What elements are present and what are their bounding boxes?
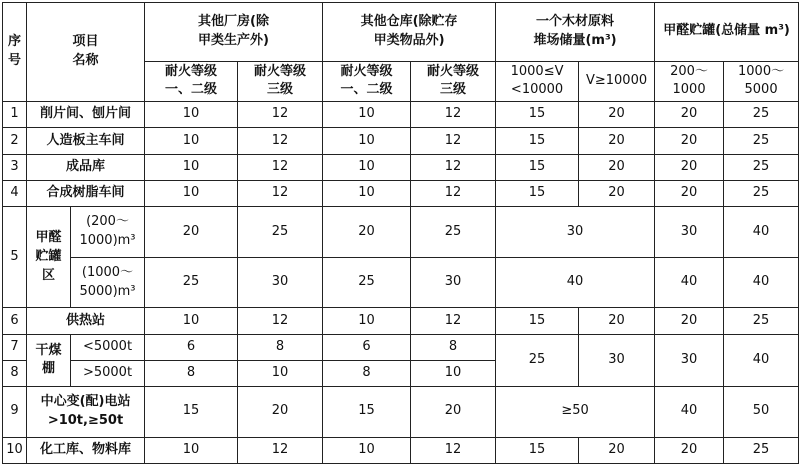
table-row: [3, 257, 799, 308]
cell: 15: [496, 308, 579, 334]
cell: 30: [238, 257, 323, 308]
cell: 15: [496, 128, 579, 154]
header-warehouse-fire-1-2: 耐火等级 一、二级: [323, 61, 411, 101]
row-name: 成品库: [27, 154, 145, 180]
cell-merged: 40: [724, 334, 799, 387]
cell: 50: [724, 387, 799, 438]
row-sub-name: >5000t: [71, 360, 145, 386]
table-row: [3, 308, 799, 334]
cell: 20: [579, 128, 655, 154]
cell: 40: [724, 207, 799, 258]
cell: 12: [411, 437, 496, 463]
cell-merged: ≥50: [496, 387, 655, 438]
cell: 20: [579, 437, 655, 463]
cell: 10: [145, 180, 238, 206]
header-warehouse-fire-3: 耐火等级 三级: [411, 61, 496, 101]
cell: 10: [323, 308, 411, 334]
cell: 15: [496, 180, 579, 206]
header-wood-range-a: 1000≤V <10000: [496, 61, 579, 101]
row-number: 10: [3, 437, 27, 463]
cell: 12: [411, 128, 496, 154]
spacing-table: [2, 2, 799, 464]
row-name: 供热站: [27, 308, 145, 334]
cell: 12: [411, 180, 496, 206]
cell-merged: 30: [496, 207, 655, 258]
row-name: 化工库、物料库: [27, 437, 145, 463]
cell: 25: [724, 154, 799, 180]
row-number: 7: [3, 334, 27, 360]
cell: 12: [238, 154, 323, 180]
row-number: 6: [3, 308, 27, 334]
row-number: 3: [3, 154, 27, 180]
row-sub-name: (200～ 1000)m³: [71, 207, 145, 258]
cell: 6: [145, 334, 238, 360]
cell: 15: [496, 437, 579, 463]
row-number: 4: [3, 180, 27, 206]
cell: 20: [145, 207, 238, 258]
cell-merged: 25: [496, 334, 579, 387]
cell: 10: [323, 102, 411, 128]
header-wood-range-b: V≥10000: [579, 61, 655, 101]
cell: 12: [238, 180, 323, 206]
cell: 20: [655, 102, 724, 128]
header-other-warehouse: 其他仓库(除贮存 甲类物品外): [323, 3, 496, 62]
header-other-factory: 其他厂房(除 甲类生产外): [145, 3, 323, 62]
row-name: 削片间、刨片间: [27, 102, 145, 128]
cell: 25: [724, 128, 799, 154]
cell: 20: [655, 308, 724, 334]
row-number: 8: [3, 360, 27, 386]
table-row: [3, 387, 799, 438]
table-row: [3, 207, 799, 258]
cell: 40: [655, 257, 724, 308]
cell: 15: [496, 102, 579, 128]
table-row: [3, 334, 799, 360]
cell: 20: [579, 308, 655, 334]
cell: 20: [579, 180, 655, 206]
cell: 8: [145, 360, 238, 386]
cell: 10: [323, 128, 411, 154]
cell: 30: [655, 207, 724, 258]
cell: 10: [145, 128, 238, 154]
cell: 20: [323, 207, 411, 258]
cell: 25: [724, 437, 799, 463]
cell: 25: [724, 308, 799, 334]
cell: 10: [411, 360, 496, 386]
cell: 20: [655, 180, 724, 206]
row-name: 人造板主车间: [27, 128, 145, 154]
row-sub-name: <5000t: [71, 334, 145, 360]
cell: 10: [145, 154, 238, 180]
row-number: 1: [3, 102, 27, 128]
cell: 10: [238, 360, 323, 386]
cell: 15: [323, 387, 411, 438]
header-formaldehyde-tank: 甲醛贮罐(总储量 m³): [655, 3, 799, 62]
row-number: 5: [3, 207, 27, 308]
table-row: [3, 154, 799, 180]
cell-merged: 40: [496, 257, 655, 308]
table-row: [3, 437, 799, 463]
cell: 20: [411, 387, 496, 438]
header-tank-range-a: 200～1000: [655, 61, 724, 101]
cell-merged: 30: [655, 334, 724, 387]
row-number: 9: [3, 387, 27, 438]
cell: 20: [579, 154, 655, 180]
cell: 10: [323, 180, 411, 206]
header-wood-yard: 一个木材原料 堆场储量(m³): [496, 3, 655, 62]
cell: 25: [238, 207, 323, 258]
cell: 12: [411, 102, 496, 128]
row-group-name: 干煤 棚: [27, 334, 71, 387]
header-factory-fire-1-2: 耐火等级 一、二级: [145, 61, 238, 101]
cell: 8: [238, 334, 323, 360]
table-row: [3, 102, 799, 128]
cell: 12: [238, 308, 323, 334]
header-tank-range-b: 1000～5000: [724, 61, 799, 101]
cell: 8: [411, 334, 496, 360]
table-row: [3, 128, 799, 154]
cell: 30: [411, 257, 496, 308]
cell: 20: [655, 128, 724, 154]
row-number: 2: [3, 128, 27, 154]
table-row: [3, 180, 799, 206]
cell: 10: [145, 437, 238, 463]
cell-merged: 30: [579, 334, 655, 387]
cell: 10: [323, 437, 411, 463]
cell: 10: [323, 154, 411, 180]
header-item-name: 项目 名称: [27, 3, 145, 102]
cell: 15: [496, 154, 579, 180]
row-name: 合成树脂车间: [27, 180, 145, 206]
cell: 6: [323, 334, 411, 360]
cell: 12: [411, 308, 496, 334]
row-name: 中心变(配)电站 >10t,≥50t: [27, 387, 145, 438]
cell: 20: [579, 102, 655, 128]
cell: 40: [724, 257, 799, 308]
cell: 20: [238, 387, 323, 438]
cell: 25: [411, 207, 496, 258]
cell: 12: [411, 154, 496, 180]
cell: 8: [323, 360, 411, 386]
cell: 15: [145, 387, 238, 438]
header-factory-fire-3: 耐火等级 三级: [238, 61, 323, 101]
row-sub-name: (1000～ 5000)m³: [71, 257, 145, 308]
cell: 10: [145, 102, 238, 128]
cell: 40: [655, 387, 724, 438]
header-seq: 序 号: [3, 3, 27, 102]
cell: 25: [724, 180, 799, 206]
cell: 12: [238, 102, 323, 128]
cell: 25: [145, 257, 238, 308]
cell: 20: [655, 154, 724, 180]
cell: 12: [238, 437, 323, 463]
row-group-name: 甲醛 贮罐 区: [27, 207, 71, 308]
cell: 12: [238, 128, 323, 154]
cell: 10: [145, 308, 238, 334]
cell: 20: [655, 437, 724, 463]
cell: 25: [323, 257, 411, 308]
cell: 25: [724, 102, 799, 128]
